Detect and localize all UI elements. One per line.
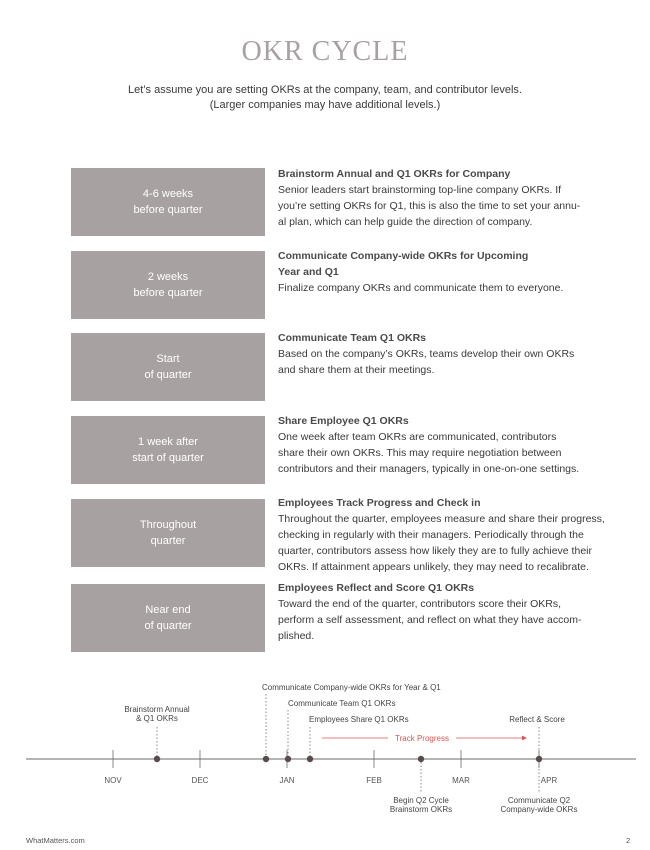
step-2-timing-box: [71, 251, 265, 319]
step-6-body-line-3: plished.: [278, 630, 315, 642]
intro-line-1: Let’s assume you are setting OKRs at the company, team, and contributor levels.: [128, 84, 522, 96]
month-label-jan: JAN: [279, 776, 295, 785]
step-6-timing-line-1: Near end: [145, 604, 191, 616]
event-label-q2-cycle-1: Begin Q2 Cycle: [393, 796, 449, 805]
event-dot-brainstorm: [154, 756, 160, 762]
event-label-q2-company-1: Communicate Q2: [507, 796, 571, 805]
step-2-timing-line-1: 2 weeks: [147, 271, 189, 283]
event-label-company-wide: Communicate Company-wide OKRs for Year & Q1: [262, 683, 441, 692]
track-progress-label: Track Progress: [395, 734, 449, 743]
step-4-timing-line-1: 1 week after: [138, 436, 198, 448]
step-5-timing-line-2: quarter: [150, 535, 186, 547]
event-dot-team: [285, 756, 291, 762]
step-3-timing-box: [71, 333, 265, 401]
step-4-timing-box: [71, 416, 265, 484]
step-1-timing-line-2: before quarter: [133, 204, 203, 216]
month-label-dec: DEC: [191, 776, 209, 785]
step-5-description: [278, 495, 605, 575]
month-label-feb: FEB: [366, 776, 382, 785]
step-4-timing-line-2: start of quarter: [132, 452, 204, 464]
month-label-nov: NOV: [104, 776, 122, 785]
event-label-brainstorm-2: & Q1 OKRs: [136, 714, 178, 723]
step-1-heading: Brainstorm Annual and Q1 OKRs for Company: [278, 168, 511, 180]
footer-website: WhatMatters.com: [26, 836, 85, 845]
event-label-reflect: Reflect & Score: [509, 715, 565, 724]
month-label-apr: APR: [540, 776, 558, 785]
step-5-timing-box: [71, 499, 265, 567]
step-4-body-line-3: contributors and their managers, typically in one-on-one settings.: [278, 463, 580, 475]
step-2-timing-line-2: before quarter: [133, 287, 203, 299]
step-5-body-line-1: Throughout the quarter, employees measure and share their progress,: [278, 513, 605, 525]
step-5-body-line-3: quarter, contributors assess how likely they are to fully achieve their: [278, 545, 592, 557]
step-3-body-line-1: Based on the company’s OKRs, teams develop their own OKRs: [278, 348, 575, 360]
step-3-body-line-2: and share them at their meetings.: [278, 364, 435, 376]
step-5-heading: Employees Track Progress and Check in: [278, 497, 481, 509]
event-label-brainstorm-1: Brainstorm Annual: [124, 705, 190, 714]
step-4-description: [278, 413, 598, 477]
step-6-heading: Employees Reflect and Score Q1 OKRs: [278, 582, 475, 594]
step-3-heading: Communicate Team Q1 OKRs: [278, 332, 427, 344]
month-label-mar: MAR: [452, 776, 470, 785]
step-4-body-line-1: One week after team OKRs are communicated, contributors: [278, 431, 557, 443]
step-2-description: [278, 248, 598, 296]
step-1-timing-box: [71, 168, 265, 236]
event-label-q2-company-2: Company-wide OKRs: [500, 805, 578, 814]
event-label-employees-share: Employees Share Q1 OKRs: [309, 715, 409, 724]
event-dot-company-wide: [263, 756, 269, 762]
step-2-body-line-1: Finalize company OKRs and communicate them to everyone.: [278, 282, 564, 294]
step-1-body-line-3: al plan, which can help guide the direction of company.: [278, 216, 533, 228]
footer-page-number: 2: [626, 836, 631, 845]
step-5-timing-line-1: Throughout: [139, 519, 197, 531]
event-dot-q2-cycle: [418, 756, 424, 762]
step-2-heading-line-2: Year and Q1: [278, 266, 339, 278]
step-1-body-line-1: Senior leaders start brainstorming top-line company OKRs. If: [278, 184, 562, 196]
step-4-heading: Share Employee Q1 OKRs: [278, 415, 409, 427]
step-3-timing-line-1: Start: [156, 353, 180, 365]
intro-line-2: (Larger companies may have additional levels.): [209, 99, 441, 111]
step-6-description: [278, 580, 598, 644]
step-6-body-line-1: Toward the end of the quarter, contributors score their OKRs,: [278, 598, 562, 610]
step-6-timing-box: [71, 584, 265, 652]
step-1-body-line-2: you’re setting OKRs for Q1, this is also the time to set your annu-: [278, 200, 581, 212]
timeline-diagram: [0, 670, 650, 830]
step-2-heading-line-1: Communicate Company-wide OKRs for Upcoming: [278, 250, 529, 262]
step-6-timing-line-2: of quarter: [144, 620, 192, 632]
step-3-description: [278, 330, 598, 378]
step-5-body-line-4: OKRs. If attainment appears unlikely, they may need to recalibrate.: [278, 561, 589, 573]
step-6-body-line-2: perform a self assessment, and reflect on what they have accom-: [278, 614, 582, 626]
event-dot-reflect: [536, 756, 542, 762]
page-title: OKR CYCLE: [241, 36, 409, 67]
step-3-timing-line-2: of quarter: [144, 369, 192, 381]
event-label-team: Communicate Team Q1 OKRs: [288, 699, 396, 708]
event-dot-employees-share: [307, 756, 313, 762]
step-5-body-line-2: checking in regularly with their managers. Periodically through the: [278, 529, 584, 541]
event-label-q2-cycle-2: Brainstorm OKRs: [389, 805, 453, 814]
step-4-body-line-2: share their own OKRs. This may require negotiation between: [278, 447, 562, 459]
step-1-timing-line-1: 4-6 weeks: [142, 188, 194, 200]
step-1-description: [278, 166, 598, 230]
